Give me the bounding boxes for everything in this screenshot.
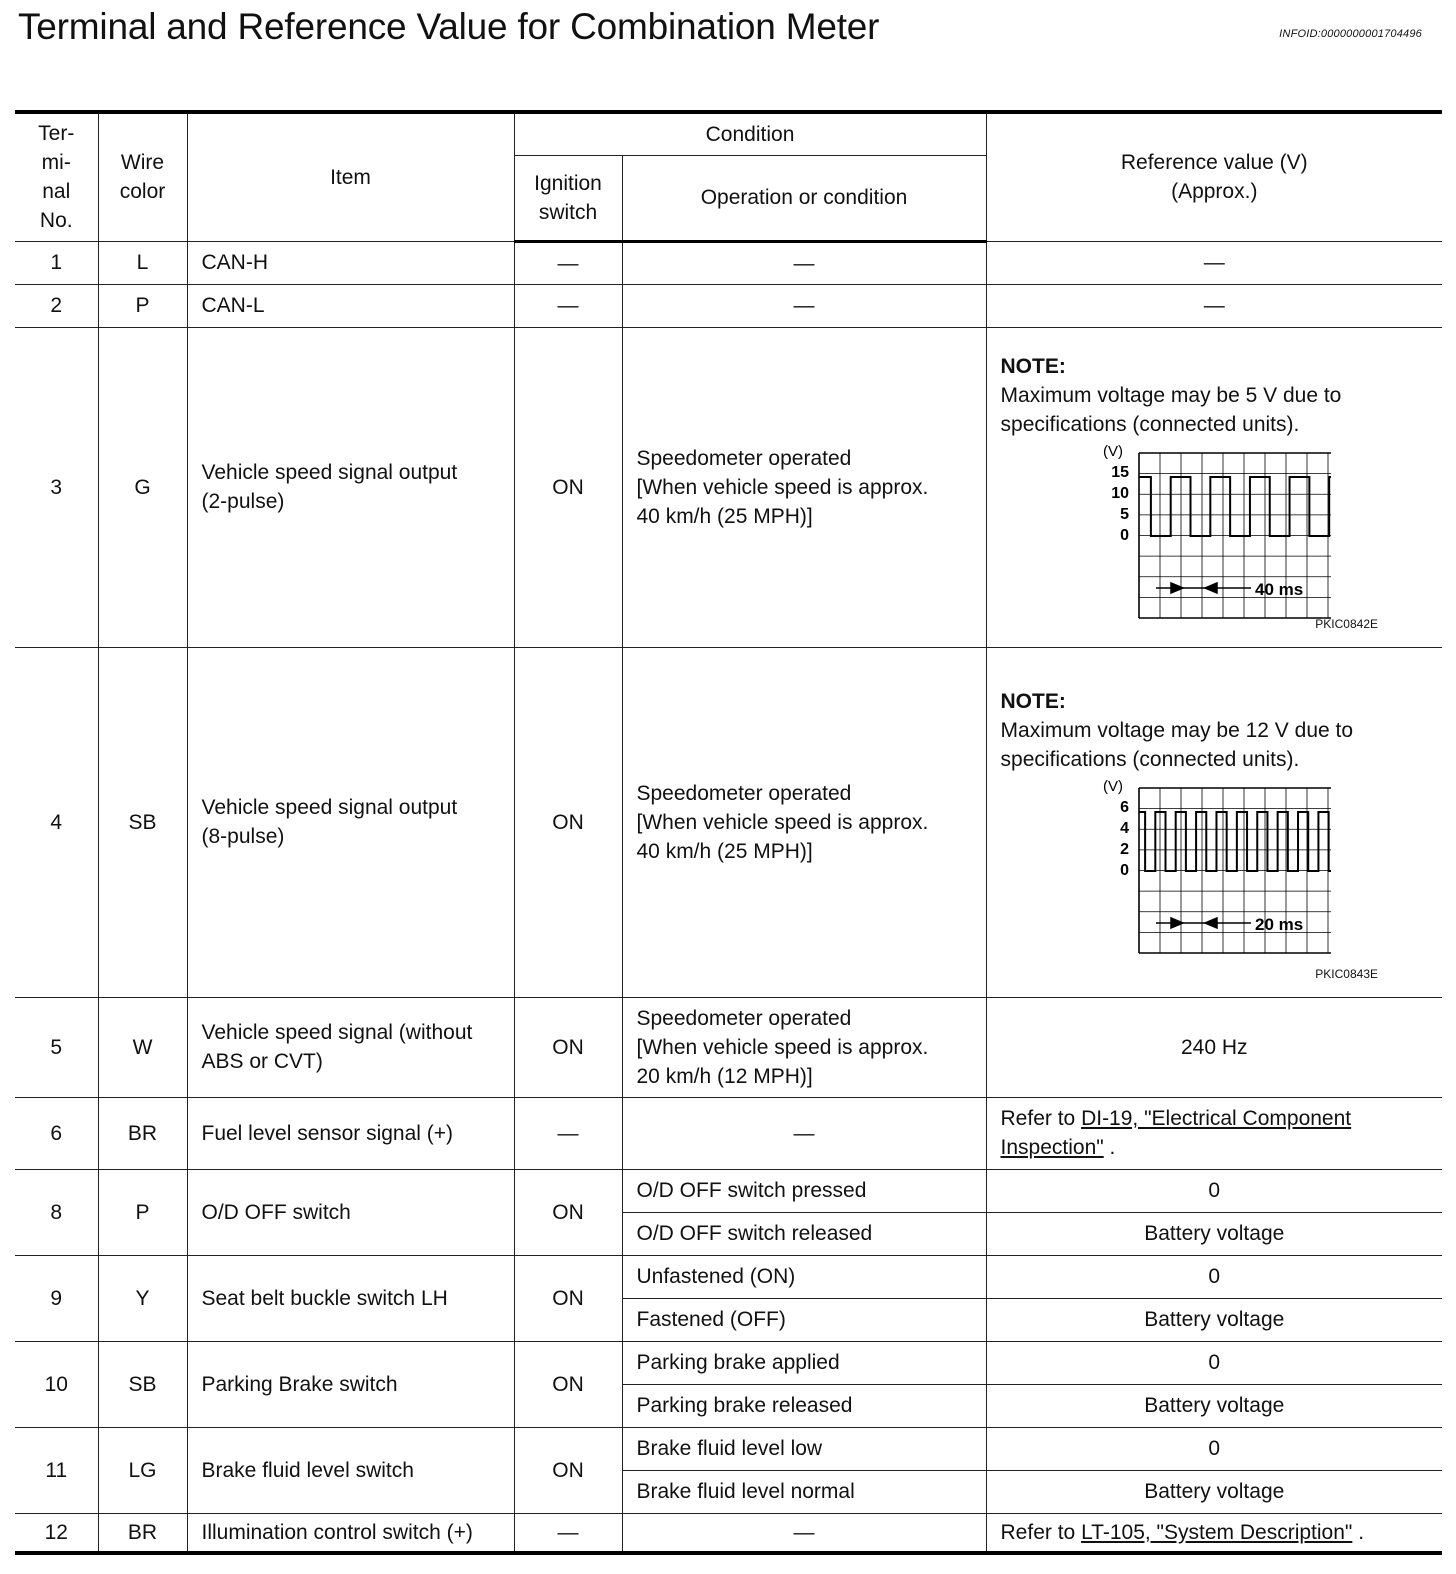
operation-cell: Parking brake applied xyxy=(622,1341,986,1384)
table-row xyxy=(15,1427,1442,1470)
operation-cell: Brake fluid level low xyxy=(622,1427,986,1470)
ignition-cell: ON xyxy=(514,647,622,997)
operation-cell: — xyxy=(622,1097,986,1169)
ignition-cell: ON xyxy=(514,1427,622,1513)
table-body xyxy=(15,241,1442,1553)
header-reference: Reference value (V) (Approx.) xyxy=(986,112,1442,241)
waveform-y-ticks xyxy=(1111,464,1129,544)
reference-link[interactable]: DI-19, "Electrical Component Inspection" xyxy=(1000,1107,1352,1159)
wire-color-cell: BR xyxy=(98,1513,187,1553)
wire-color-cell: W xyxy=(98,997,187,1097)
waveform-diagram xyxy=(1041,778,1331,958)
table-row xyxy=(15,241,1442,284)
item-cell: Fuel level sensor signal (+) xyxy=(187,1097,514,1169)
waveform-unit: (V) xyxy=(1102,777,1123,795)
y-tick-label: 0 xyxy=(1119,861,1129,879)
ignition-cell: — xyxy=(514,1513,622,1553)
waveform-trace xyxy=(1139,477,1331,536)
note-title: NOTE: xyxy=(1000,689,1066,713)
page-title: Terminal and Reference Value for Combination Meter xyxy=(18,6,880,47)
table-row xyxy=(15,1169,1442,1212)
reference-cell: Battery voltage xyxy=(986,1298,1442,1341)
reference-cell: 0 xyxy=(986,1341,1442,1384)
note-text: Maximum voltage may be 12 V due to xyxy=(1000,718,1354,742)
terminal-cell: 2 xyxy=(15,284,98,327)
table-row xyxy=(15,997,1442,1097)
wire-color-cell: P xyxy=(98,284,187,327)
header-terminal-no: Ter- mi- nal No. xyxy=(15,112,98,241)
reference-cell xyxy=(986,327,1442,647)
header-item: Item xyxy=(187,112,514,241)
operation-cell: O/D OFF switch released xyxy=(622,1212,986,1255)
waveform-y-ticks xyxy=(1120,799,1129,879)
wire-color-cell: BR xyxy=(98,1097,187,1169)
operation-cell: O/D OFF switch pressed xyxy=(622,1169,986,1212)
period-marker xyxy=(1156,918,1251,928)
operation-cell: — xyxy=(622,1513,986,1553)
reference-cell: 0 xyxy=(986,1169,1442,1212)
table-row xyxy=(15,1255,1442,1298)
reference-cell: 0 xyxy=(986,1427,1442,1470)
ignition-cell: ON xyxy=(514,327,622,647)
wire-color-cell: Y xyxy=(98,1255,187,1341)
note-title: NOTE: xyxy=(1000,354,1066,378)
note-text: specifications (connected units). xyxy=(1000,747,1300,771)
note-text: specifications (connected units). xyxy=(1000,412,1300,436)
waveform-unit: (V) xyxy=(1102,442,1123,460)
wire-color-cell: SB xyxy=(98,1341,187,1427)
reference-cell: 240 Hz xyxy=(986,997,1442,1097)
terminal-cell: 11 xyxy=(15,1427,98,1513)
item-cell: Illumination control switch (+) xyxy=(187,1513,514,1553)
reference-cell: Battery voltage xyxy=(986,1470,1442,1513)
header-condition: Condition xyxy=(514,112,986,155)
wire-color-cell: G xyxy=(98,327,187,647)
item-cell: O/D OFF switch xyxy=(187,1169,514,1255)
period-label: 40 ms xyxy=(1254,579,1303,599)
terminal-cell: 4 xyxy=(15,647,98,997)
wire-color-cell: LG xyxy=(98,1427,187,1513)
item-cell: Parking Brake switch xyxy=(187,1341,514,1427)
table-row xyxy=(15,1097,1442,1169)
reference-cell: Battery voltage xyxy=(986,1212,1442,1255)
operation-cell: Brake fluid level normal xyxy=(622,1470,986,1513)
item-cell: Seat belt buckle switch LH xyxy=(187,1255,514,1341)
reference-cell: — xyxy=(986,284,1442,327)
y-tick-label: 5 xyxy=(1119,505,1129,523)
terminal-cell: 1 xyxy=(15,241,98,284)
table-row xyxy=(15,1341,1442,1384)
reference-suffix: . xyxy=(1352,1520,1365,1544)
item-cell: Vehicle speed signal output (8-pulse) xyxy=(187,647,514,997)
wire-color-cell: SB xyxy=(98,647,187,997)
operation-cell: Speedometer operated [When vehicle speed is approx. 20 km/h (12 MPH)] xyxy=(622,997,986,1097)
ignition-cell: ON xyxy=(514,1341,622,1427)
operation-cell: — xyxy=(622,241,986,284)
waveform-trace xyxy=(1139,812,1331,871)
operation-cell: — xyxy=(622,284,986,327)
ignition-cell: — xyxy=(514,241,622,284)
y-tick-label: 6 xyxy=(1119,798,1129,816)
operation-cell: Speedometer operated [When vehicle speed is approx. 40 km/h (25 MPH)] xyxy=(622,327,986,647)
ignition-cell: ON xyxy=(514,1255,622,1341)
reference-cell: 0 xyxy=(986,1255,1442,1298)
table-row xyxy=(15,327,1442,647)
reference-link[interactable]: LT-105, "System Description" xyxy=(1081,1520,1353,1544)
reference-cell xyxy=(986,1513,1442,1553)
ignition-cell: — xyxy=(514,1097,622,1169)
reference-cell xyxy=(986,1097,1442,1169)
reference-cell: Battery voltage xyxy=(986,1384,1442,1427)
ignition-cell: ON xyxy=(514,1169,622,1255)
ignition-cell: ON xyxy=(514,997,622,1097)
wire-color-cell: L xyxy=(98,241,187,284)
reference-cell: — xyxy=(986,241,1442,284)
terminal-cell: 9 xyxy=(15,1255,98,1341)
period-marker xyxy=(1156,583,1251,593)
image-code: PKIC0842E xyxy=(1315,616,1379,631)
operation-cell: Fastened (OFF) xyxy=(622,1298,986,1341)
waveform-diagram xyxy=(1041,443,1331,623)
y-tick-label: 4 xyxy=(1119,819,1129,837)
note-text: Maximum voltage may be 5 V due to xyxy=(1000,383,1342,407)
item-cell: Vehicle speed signal output (2-pulse) xyxy=(187,327,514,647)
table-row xyxy=(15,284,1442,327)
reference-prefix: Refer to xyxy=(1000,1107,1082,1130)
info-id: INFOID:0000000001704496 xyxy=(1279,28,1422,40)
table-row xyxy=(15,647,1442,997)
operation-cell: Parking brake released xyxy=(622,1384,986,1427)
terminal-cell: 5 xyxy=(15,997,98,1097)
terminal-cell: 6 xyxy=(15,1097,98,1169)
terminal-cell: 3 xyxy=(15,327,98,647)
y-tick-label: 0 xyxy=(1119,526,1129,544)
reference-table xyxy=(15,110,1442,1555)
terminal-cell: 8 xyxy=(15,1169,98,1255)
image-code: PKIC0843E xyxy=(1315,966,1379,981)
wire-color-cell: P xyxy=(98,1169,187,1255)
header-wire-color: Wire color xyxy=(98,112,187,241)
item-cell: CAN-L xyxy=(187,284,514,327)
item-cell: Brake fluid level switch xyxy=(187,1427,514,1513)
y-tick-label: 15 xyxy=(1110,463,1129,481)
table-row xyxy=(15,1513,1442,1553)
terminal-cell: 12 xyxy=(15,1513,98,1553)
operation-cell: Speedometer operated [When vehicle speed is approx. 40 km/h (25 MPH)] xyxy=(622,647,986,997)
item-cell: CAN-H xyxy=(187,241,514,284)
header-operation: Operation or condition xyxy=(622,155,986,241)
y-tick-label: 10 xyxy=(1110,484,1129,502)
period-label: 20 ms xyxy=(1254,914,1303,934)
terminal-cell: 10 xyxy=(15,1341,98,1427)
item-cell: Vehicle speed signal (without ABS or CVT) xyxy=(187,997,514,1097)
header-ignition-switch: Ignition switch xyxy=(514,155,622,241)
operation-cell: Unfastened (ON) xyxy=(622,1255,986,1298)
reference-suffix: . xyxy=(1103,1136,1116,1159)
reference-prefix: Refer to xyxy=(1000,1520,1082,1544)
ignition-cell: — xyxy=(514,284,622,327)
y-tick-label: 2 xyxy=(1119,840,1129,858)
reference-cell xyxy=(986,647,1442,997)
